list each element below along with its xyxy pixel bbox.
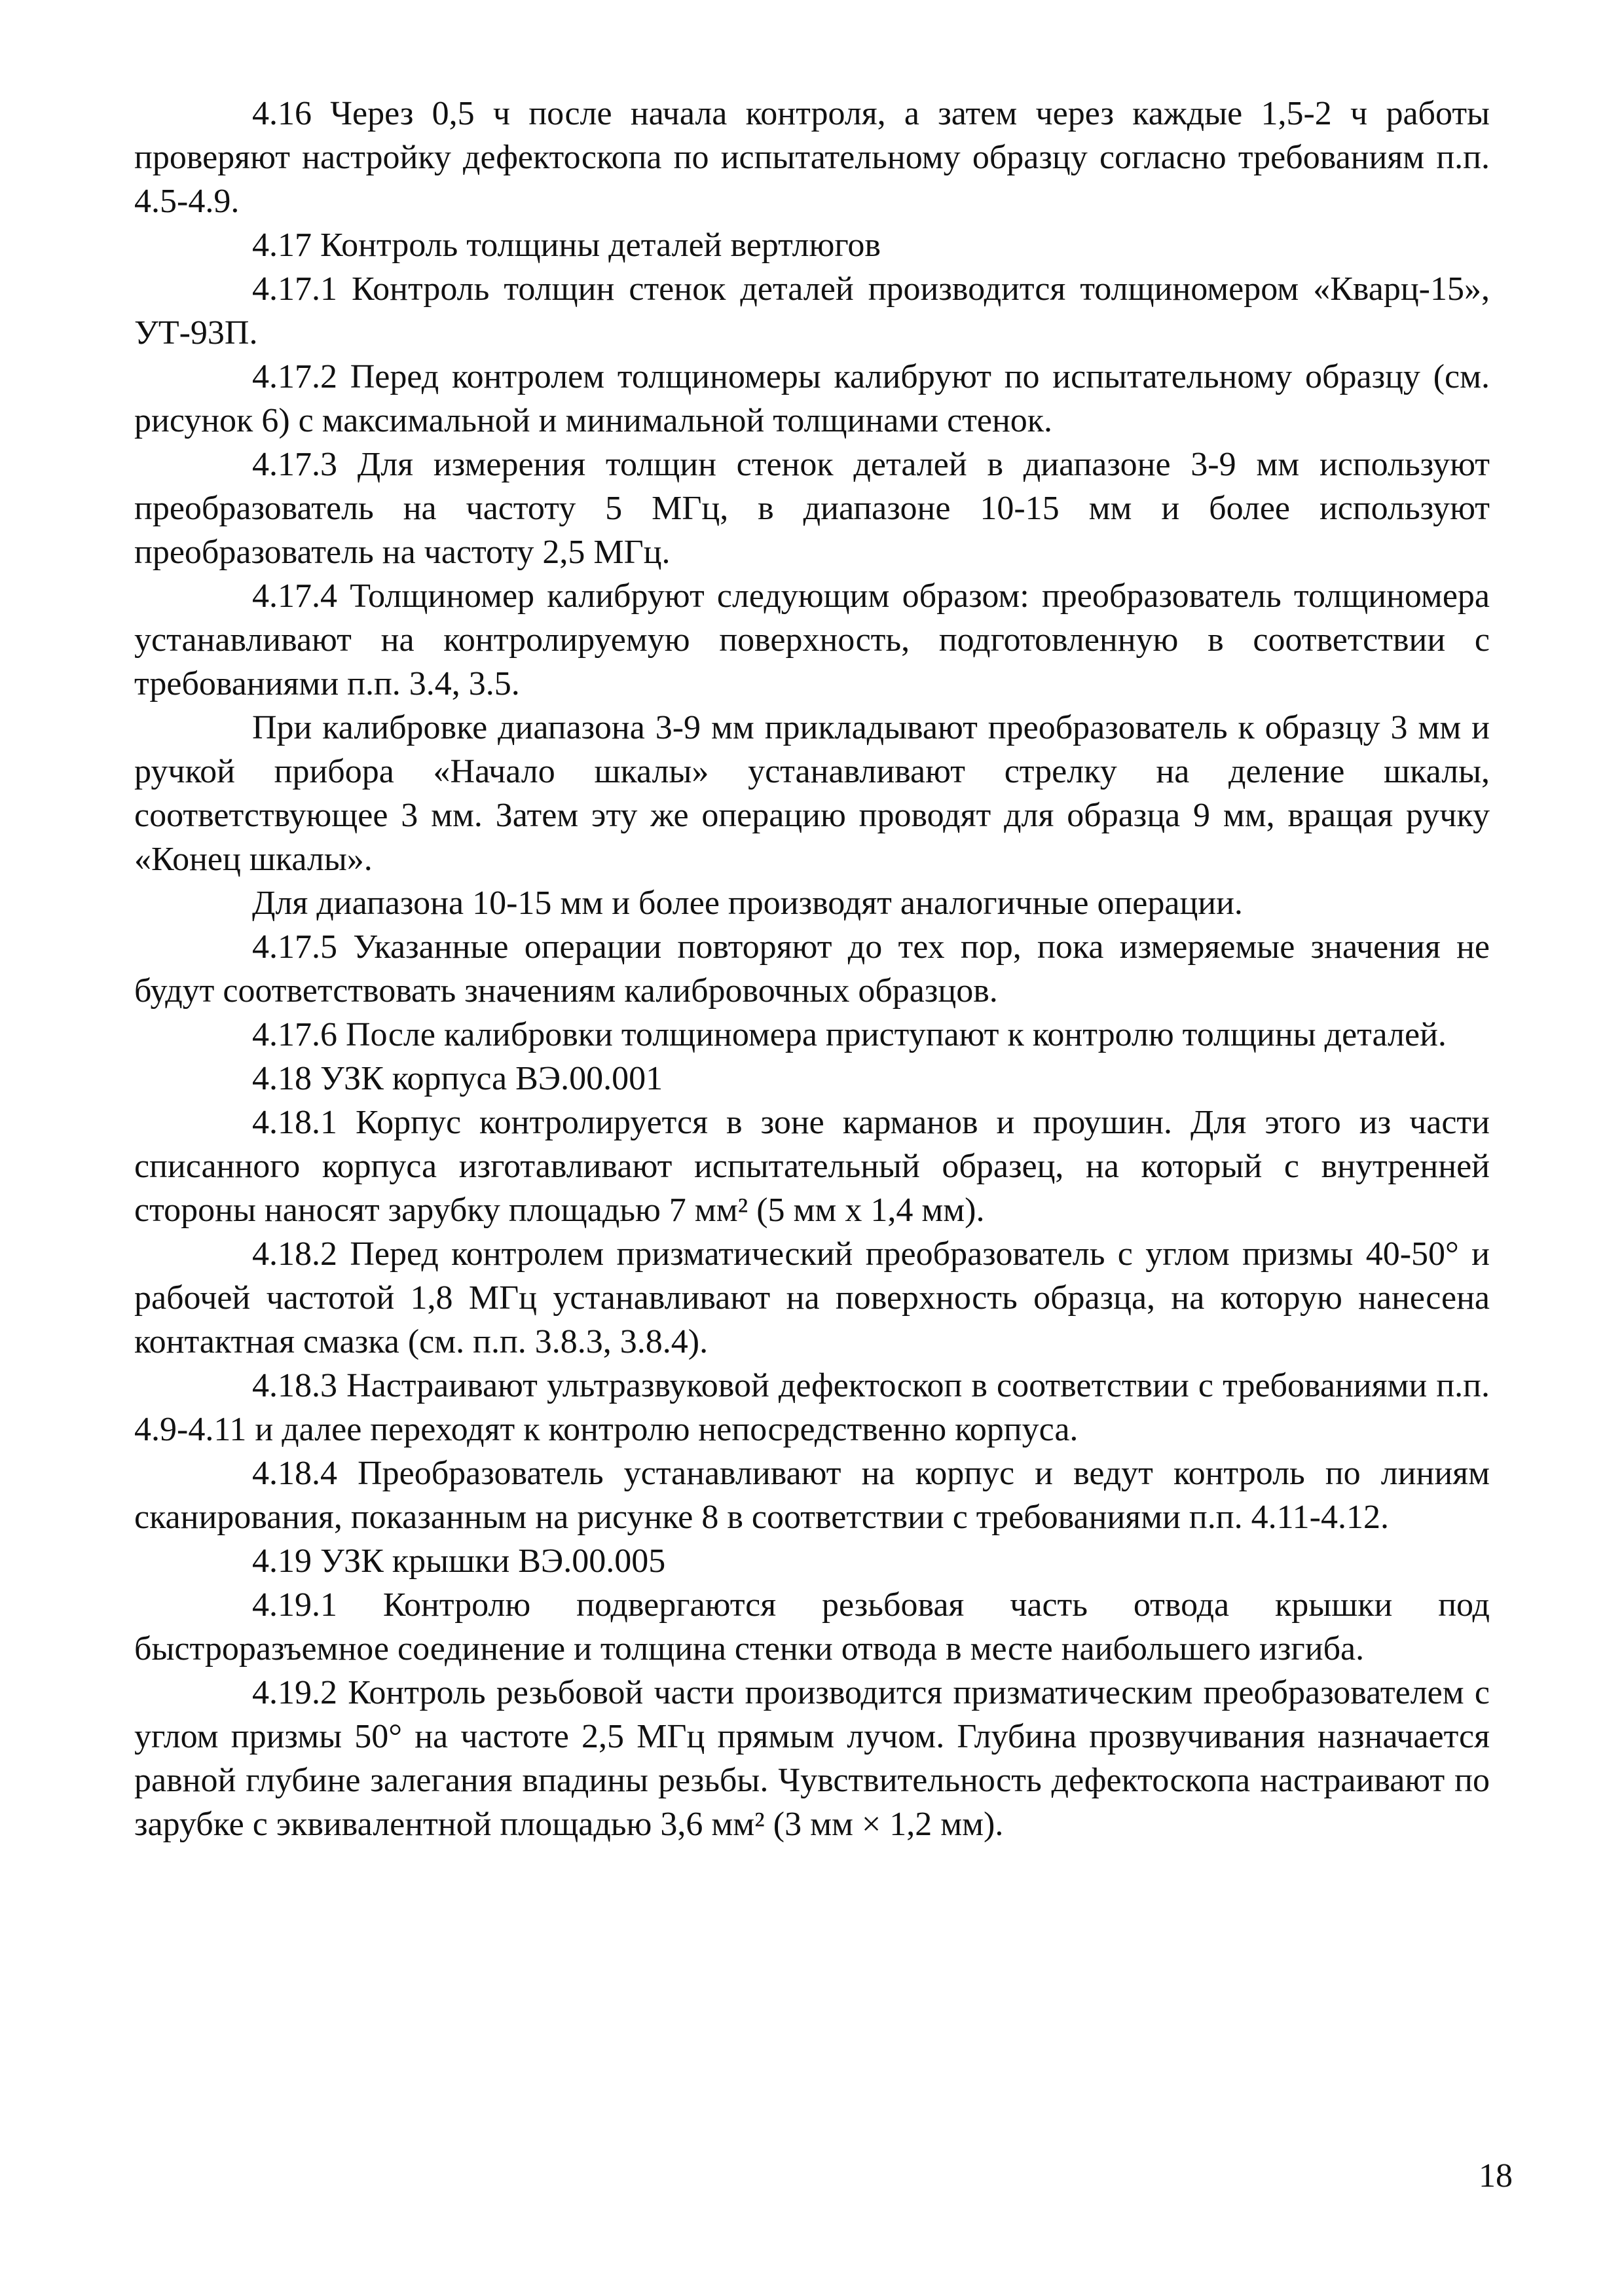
document-body: [134, 92, 1490, 1846]
paragraph-4-17-4: 4.17.4 Толщиномер калибруют следующим образом: преобразователь толщиномера устанавливают на контролируемую поверхность, подготовленную в соответствии с требованиями п.п. 3.4, 3.5.: [134, 577, 1490, 702]
paragraph-4-18-4: 4.18.4 Преобразователь устанавливают на корпус и ведут контроль по линиям сканирования, показанным на рисунке 8 в соответствии с требованиями п.п. 4.11-4.12.: [134, 1455, 1490, 1536]
page-number: 18: [1479, 2157, 1513, 2195]
paragraph-4-17-5: 4.17.5 Указанные операции повторяют до тех пор, пока измеряемые значения не будут соответствовать значениям калибровочных образцов.: [134, 928, 1490, 1010]
paragraph-4-18-2: 4.18.2 Перед контролем призматический преобразователь с углом призмы 40-50° и рабочей частотой 1,8 МГц устанавливают на поверхность образца, на которую нанесена контактная смазка (см. п.п. 3.8.3, 3.8.4).: [134, 1235, 1490, 1360]
paragraph-4-17-2: 4.17.2 Перед контролем толщиномеры калибруют по испытательному образцу (см. рисунок 6) с максимальной и минимальной толщинами стенок.: [134, 358, 1490, 439]
section-heading-4-18: 4.18 УЗК корпуса ВЭ.00.001: [252, 1060, 663, 1097]
paragraph-4-17-3: 4.17.3 Для измерения толщин стенок деталей в диапазоне 3-9 мм используют преобразователь на частоту 5 МГц, в диапазоне 10-15 мм и более используют преобразователь на частоту 2,5 МГц.: [134, 446, 1490, 571]
paragraph-4-17-6: 4.17.6 После калибровки толщиномера приступают к контролю толщины деталей.: [252, 1016, 1447, 1053]
paragraph-4-18-3: 4.18.3 Настраивают ультразвуковой дефектоскоп в соответствии с требованиями п.п. 4.9-4.11 и далее переходят к контролю непосредственно корпуса.: [134, 1367, 1490, 1448]
paragraph-4-16: 4.16 Через 0,5 ч после начала контроля, а затем через каждые 1,5-2 ч работы проверяют настройку дефектоскопа по испытательному образцу согласно требованиям п.п. 4.5-4.9.: [134, 95, 1490, 220]
paragraph-4-19-2: 4.19.2 Контроль резьбовой части производится призматическим преобразователем с углом призмы 50° на частоте 2,5 МГц прямым лучом. Глубина прозвучивания назначается равной глубине залегания впадины резьбы. Чувствительность дефектоскопа настраивают по зарубке с эквивалентной площадью 3,6 мм² (3 мм × 1,2 мм).: [134, 1674, 1490, 1843]
section-heading-4-19: 4.19 УЗК крышки ВЭ.00.005: [252, 1542, 666, 1580]
paragraph-4-17-4-range: Для диапазона 10-15 мм и более производят аналогичные операции.: [252, 884, 1243, 922]
paragraph-4-18-1: 4.18.1 Корпус контролируется в зоне карманов и проушин. Для этого из части списанного корпуса изготавливают испытательный образец, на который с внутренней стороны наносят зарубку площадью 7 мм² (5 мм х 1,4 мм).: [134, 1104, 1490, 1229]
paragraph-4-19-1: 4.19.1 Контролю подвергаются резьбовая часть отвода крышки под быстроразъемное соединение и толщина стенки отвода в месте наибольшего изгиба.: [134, 1586, 1490, 1667]
paragraph-4-17-1: 4.17.1 Контроль толщин стенок деталей производится толщиномером «Кварц-15», УТ-93П.: [134, 270, 1490, 352]
paragraph-4-17-4-calibration: При калибровке диапазона 3-9 мм прикладывают преобразователь к образцу 3 мм и ручкой прибора «Начало шкалы» устанавливают стрелку на деление шкалы, соответствующее 3 мм. Затем эту же операцию проводят для образца 9 мм, вращая ручку «Конец шкалы».: [134, 709, 1490, 878]
section-heading-4-17: 4.17 Контроль толщины деталей вертлюгов: [252, 227, 881, 264]
